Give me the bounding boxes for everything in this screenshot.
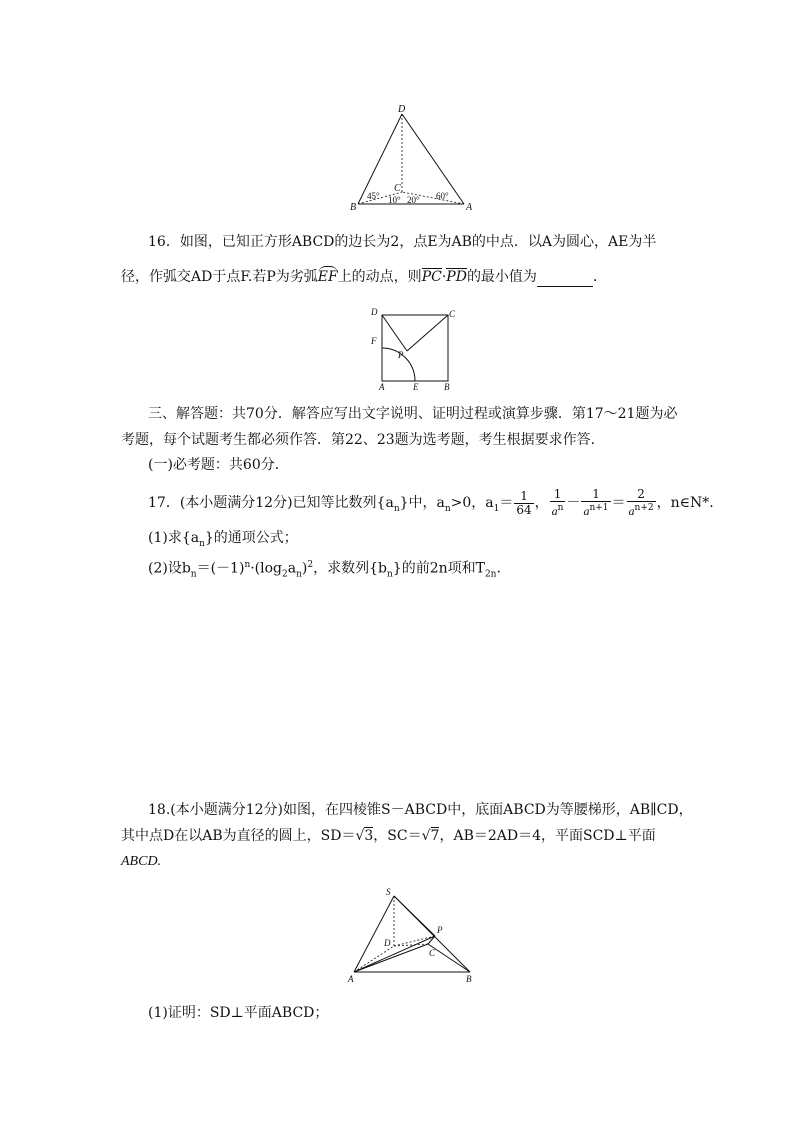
q17-part1 xyxy=(148,528,298,554)
sqrt-sign: √ xyxy=(355,828,365,844)
q17-sub-n2: n xyxy=(444,503,451,514)
q17-eq2: ＝ xyxy=(611,495,626,511)
fraction-1-an xyxy=(550,488,566,518)
q17-sub-1: 1 xyxy=(493,503,500,514)
q17-text-b: }中，a xyxy=(399,495,445,511)
q18-part1: (1)证明：SD⊥平面ABCD； xyxy=(148,1005,329,1021)
label-B: B xyxy=(350,202,357,212)
frac-num: 1 xyxy=(581,488,610,502)
label-D: D xyxy=(384,938,391,948)
sqrt-sign: √ xyxy=(421,828,431,844)
q18-radicand-1: 3 xyxy=(364,828,374,844)
q17-part1-a: (1)求{a xyxy=(148,530,200,546)
q17-text-c: >0，a xyxy=(450,495,494,511)
label-S: S xyxy=(386,887,391,897)
frac-den: 64 xyxy=(516,502,532,517)
label-P: P xyxy=(398,350,404,360)
q18-line3: ABCD. xyxy=(121,854,162,869)
q17-part2-end: . xyxy=(496,560,501,577)
angle-45: 45° xyxy=(367,191,380,201)
q18-text-a: 其中点D在以AB为直径的圆上，SD＝ xyxy=(121,828,356,844)
q16-text-b: 上的动点，则 xyxy=(337,269,422,285)
q18-text-c: ，AB＝2AD＝4，平面SCD⊥平面 xyxy=(439,828,656,844)
pyramid-figure xyxy=(342,884,482,986)
q18-radicand-2: 7 xyxy=(430,828,440,844)
frac-num: 1 xyxy=(550,488,566,502)
label-C: C xyxy=(449,309,456,319)
q16-arc: EF xyxy=(318,266,338,287)
fraction-1-64 xyxy=(514,490,533,517)
q18-line2 xyxy=(121,826,656,846)
q17-eq: ＝ xyxy=(499,495,514,511)
q17-part2-sub3: n xyxy=(386,569,393,580)
frac-den xyxy=(627,502,656,518)
q16-vec1: PC xyxy=(421,269,442,285)
q16-line2 xyxy=(121,266,607,287)
q18-line1: 18.(本小题满分12分)如图，在四棱锥S－ABCD中，底面ABCD为等腰梯形，AB∥CD， xyxy=(148,802,693,818)
frac-den-a: a xyxy=(628,504,635,518)
angle-10: 10° xyxy=(388,195,401,205)
q17-part2-a: (2)设b xyxy=(148,560,191,577)
label-B: B xyxy=(466,974,472,984)
q17-part2-b: ＝(－1) xyxy=(196,560,245,577)
label-A: A xyxy=(466,202,473,212)
q16-line1: 16．如图，已知正方形ABCD的边长为2，点E为AB的中点．以A为圆心，AE为半 xyxy=(148,234,657,250)
square-figure xyxy=(368,305,460,391)
q17-tail: ，n∈N*. xyxy=(656,495,714,511)
frac-num: 1 xyxy=(514,490,533,504)
q16-end: ． xyxy=(592,269,607,285)
q17-part2-sub: n xyxy=(190,569,197,580)
fraction-1-an1 xyxy=(581,488,610,518)
q17-part2-d: a xyxy=(287,560,297,577)
section3-line1: 三、解答题：共70分．解答应写出文字说明、证明过程或演算步骤．第17～21题为必 xyxy=(148,406,678,422)
label-P: P xyxy=(437,925,443,935)
angle-60: 60° xyxy=(436,191,449,201)
q16-text-a: 径，作弧交AD于点F.若P为劣弧 xyxy=(121,269,318,285)
q17-sub-n: n xyxy=(393,503,400,514)
q17-part2-e: ) xyxy=(301,560,308,577)
frac-sup: n xyxy=(557,503,564,513)
q17-part2-sup: n xyxy=(244,560,251,570)
q17-stem: 17．(本小题满分12分)已知等比数列$\{a_n\}$中，$a_n>0$，$a_1=$ $\frac{1}{64}$ ， $\frac{1}{a^n}$ － $\frac{1}{a^{n+1}}$ ＝ $\frac{2}{a^{n+2}}$ ，n∈N*. xyxy=(148,487,714,518)
frac-den-a: a xyxy=(583,504,590,518)
q17-minus: － xyxy=(566,495,581,511)
q16-vec2: PD xyxy=(446,269,467,285)
q18-text-b: ，SC＝ xyxy=(373,828,422,844)
label-D: D xyxy=(398,104,406,115)
section3-line3: (一)必考题：共60分． xyxy=(148,457,289,473)
label-D: D xyxy=(371,307,378,317)
label-F: F xyxy=(371,336,377,346)
frac-sup: n+2 xyxy=(634,503,654,513)
label-E: E xyxy=(413,382,419,391)
triangle-figure xyxy=(350,100,480,212)
q16-text-c: 的最小值为 xyxy=(466,269,537,285)
label-C: C xyxy=(429,948,436,958)
label-B: B xyxy=(444,382,450,391)
q17-text-a: 17．(本小题满分12分)已知等比数列{a xyxy=(148,495,394,511)
q17-part2: (2)设$b_n=(-1)^n\cdot(\log_2a_n)^2$，求数列$\{b_n\}$的前2n项和$T_{2n}$. xyxy=(148,560,501,580)
q17-part1-tail: }的通项公式； xyxy=(204,530,298,546)
q17-part2-g: }的前2n项和T xyxy=(392,560,485,577)
frac-num: 2 xyxy=(627,488,656,502)
angle-20: 20° xyxy=(407,195,420,205)
q17-part2-f: ，求数列{b xyxy=(313,560,387,577)
frac-den xyxy=(581,502,610,518)
fraction-2-an2 xyxy=(627,488,656,518)
frac-den xyxy=(550,502,566,518)
section3-line2: 考题，每个试题考生都必须作答．第22、23题为选考题，考生根据要求作答． xyxy=(121,432,605,448)
frac-sup: n+1 xyxy=(589,503,609,513)
q17-part1-sub: n xyxy=(199,538,205,549)
label-A: A xyxy=(348,974,354,984)
frac-den-a: a xyxy=(551,504,558,518)
label-C: C xyxy=(394,183,401,194)
answer-blank xyxy=(537,272,593,287)
q17-part2-sub2: n xyxy=(296,569,302,580)
label-A: A xyxy=(379,382,385,391)
q17-part2-c: ·(log xyxy=(250,560,283,577)
q16-dot: · xyxy=(441,269,447,285)
